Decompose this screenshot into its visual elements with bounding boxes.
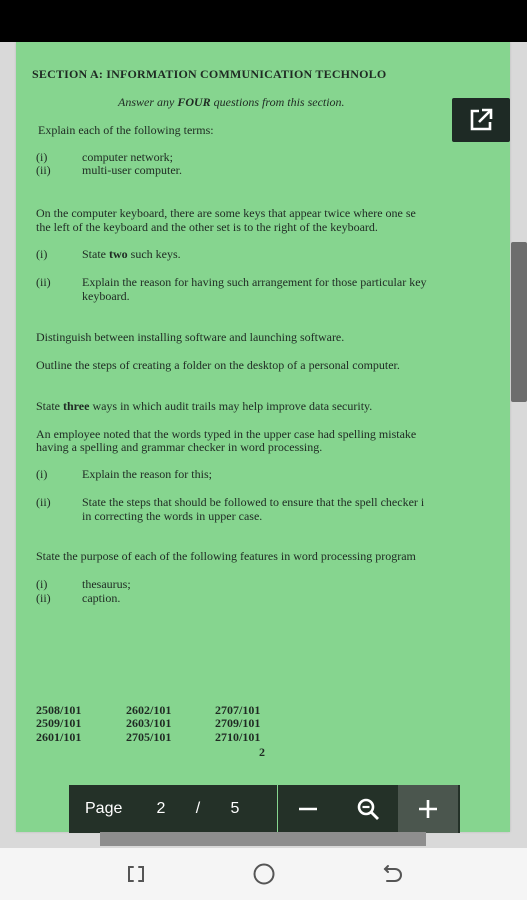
total-pages: 5 [230, 800, 240, 817]
paper-code: 2508/101 [36, 703, 82, 717]
question-text: Explain each of the following terms: [38, 123, 214, 137]
plus-icon [416, 797, 440, 821]
item-text-part: State [82, 247, 109, 261]
system-navigation-bar [0, 848, 527, 900]
item-text: computer network; [82, 150, 173, 164]
question-text: On the computer keyboard, there are some keys that appear twice where one se [36, 206, 416, 220]
home-button[interactable] [252, 862, 276, 886]
item-number: (ii) [36, 275, 51, 289]
vertical-scrollbar[interactable] [511, 242, 527, 402]
document-viewer[interactable] [0, 42, 527, 848]
question-text: Distinguish between installing software and launching software. [36, 330, 345, 344]
item-number: (i) [36, 150, 48, 164]
document-page [16, 42, 510, 832]
question-text-part: State [36, 399, 63, 413]
instruction-line [118, 96, 345, 109]
item-text: in correcting the words in upper case. [82, 509, 263, 523]
page-number: 2 [259, 745, 265, 759]
item-text: thesaurus; [82, 577, 131, 591]
section-title: SECTION A: INFORMATION COMMUNICATION TECHNOLO [32, 67, 387, 81]
pdf-toolbar [69, 785, 460, 833]
item-text: Explain the reason for having such arrangement for those particular key [82, 275, 427, 289]
item-text [82, 248, 181, 261]
minus-icon [296, 797, 320, 821]
back-button[interactable] [380, 862, 404, 886]
horizontal-scrollbar[interactable] [100, 832, 426, 846]
item-number: (ii) [36, 591, 51, 605]
question-text: Outline the steps of creating a folder on the desktop of a personal computer. [36, 358, 400, 372]
item-number: (i) [36, 577, 48, 591]
item-number: (i) [36, 247, 48, 261]
item-text: Explain the reason for this; [82, 467, 212, 481]
zoom-out-button[interactable] [278, 785, 338, 833]
paper-code: 2707/101 [215, 703, 261, 717]
page-indicator[interactable] [69, 785, 277, 833]
open-external-icon [468, 107, 494, 133]
question-text [36, 400, 372, 413]
paper-code: 2601/101 [36, 730, 82, 744]
zoom-reset-button[interactable] [338, 785, 398, 833]
paper-code: 2710/101 [215, 730, 261, 744]
question-emphasis: three [63, 399, 90, 413]
zoom-search-icon [355, 796, 381, 822]
instruction-emphasis: FOUR [177, 95, 211, 109]
page-separator: / [195, 800, 201, 817]
question-text: the left of the keyboard and the other set is to the right of the keyboard. [36, 220, 378, 234]
paper-code: 2705/101 [126, 730, 172, 744]
status-bar [0, 0, 527, 42]
open-external-button[interactable] [452, 98, 510, 142]
item-text: State the steps that should be followed to ensure that the spell checker i [82, 495, 425, 509]
page-label: Page [85, 800, 123, 817]
question-text: State the purpose of each of the following features in word processing program [36, 549, 416, 563]
question-text: having a spelling and grammar checker in word processing. [36, 440, 323, 454]
paper-code: 2509/101 [36, 716, 82, 730]
item-text: caption. [82, 591, 121, 605]
back-icon [381, 863, 403, 885]
recents-icon [125, 863, 147, 885]
item-emphasis: two [109, 247, 128, 261]
question-text-part: ways in which audit trails may help improve data security. [89, 399, 373, 413]
recents-button[interactable] [124, 862, 148, 886]
zoom-in-button[interactable] [398, 785, 458, 833]
question-text: An employee noted that the words typed in the upper case had spelling mistake [36, 427, 417, 441]
item-text: multi-user computer. [82, 163, 182, 177]
item-text: keyboard. [82, 289, 130, 303]
instruction-text: Answer any [118, 95, 178, 109]
paper-code: 2602/101 [126, 703, 172, 717]
instruction-text: questions from this section. [210, 95, 345, 109]
paper-code: 2709/101 [215, 716, 261, 730]
paper-code: 2603/101 [126, 716, 172, 730]
current-page[interactable]: 2 [156, 800, 166, 817]
home-icon [252, 862, 276, 886]
item-number: (ii) [36, 163, 51, 177]
zoom-controls [278, 785, 460, 833]
item-number: (i) [36, 467, 48, 481]
item-text-part: such keys. [127, 247, 181, 261]
item-number: (ii) [36, 495, 51, 509]
